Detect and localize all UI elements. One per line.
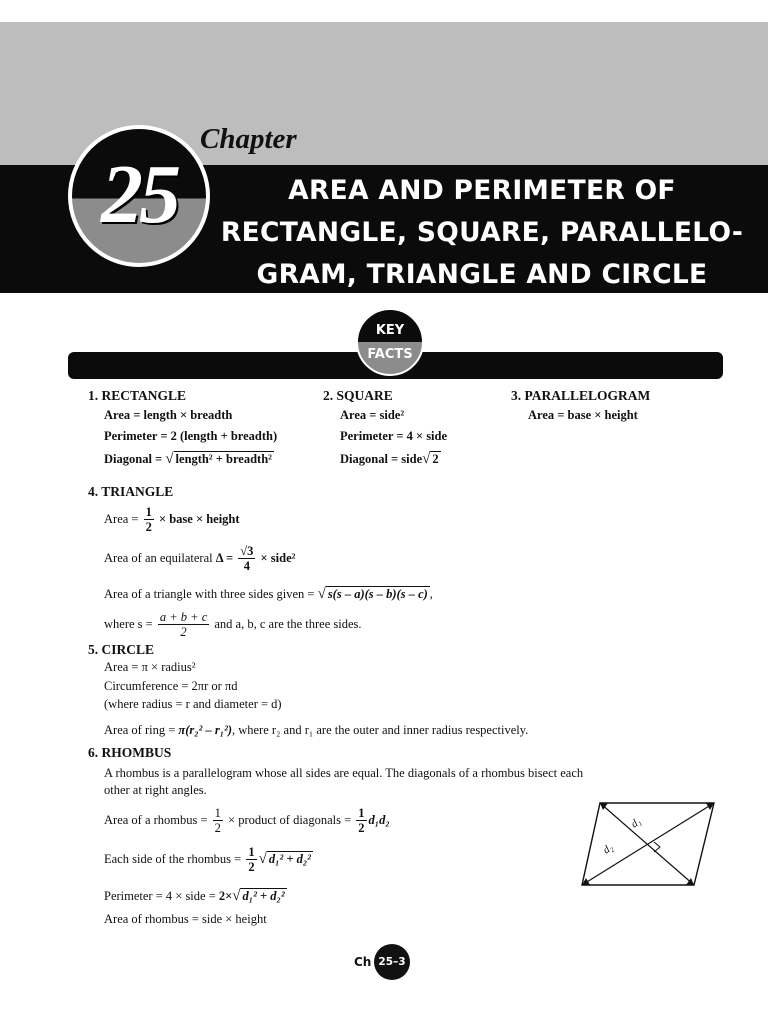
parallelogram-area: Area = base × height xyxy=(528,408,638,422)
rectangle-heading: 1. RECTANGLE xyxy=(88,388,187,403)
rhombus-area-tail: d₁d₂ xyxy=(368,812,390,827)
key-facts-line-2: FACTS xyxy=(367,347,413,362)
fraction-numerator: √3 xyxy=(240,544,254,558)
rectangle-perimeter: Perimeter = 2 (length + breadth) xyxy=(104,429,278,443)
chapter-number: 25 xyxy=(101,148,177,241)
key-facts-badge xyxy=(356,308,424,376)
rhombus-area-middle: × product of diagonals = xyxy=(228,812,352,827)
rhombus-perimeter-expression: d₁² + d₂² xyxy=(242,889,285,903)
rhombus-area xyxy=(104,806,390,836)
page-top-margin xyxy=(0,0,768,22)
square-heading: 2. SQUARE xyxy=(323,388,393,403)
equilateral-delta: Δ = xyxy=(215,550,234,565)
footer-chapter-label: Ch xyxy=(354,955,372,969)
square-diagonal-label: Diagonal = side xyxy=(340,452,423,466)
semi-perimeter-line xyxy=(104,610,362,640)
equilateral-area xyxy=(104,544,295,574)
equilateral-prefix: Area of an equilateral xyxy=(104,550,213,565)
ring-suffix: , where r₂ and r₁ are the outer and inner radius respectively. xyxy=(231,723,529,737)
rectangle-diagonal-label: Diagonal = xyxy=(104,452,163,466)
page-number-badge: 25–3 xyxy=(374,944,410,980)
heron-prefix: Area of a triangle with three sides given = xyxy=(104,587,315,601)
square-diagonal: Diagonal = side√ 2 xyxy=(340,451,439,467)
circle-heading: 5. CIRCLE xyxy=(88,642,155,657)
square-diagonal-expression: 2 xyxy=(432,452,439,466)
chapter-word: Chapter xyxy=(200,123,297,155)
fraction-denominator: 2 xyxy=(248,860,255,875)
semi-perimeter-suffix: and a, b, c are the three sides. xyxy=(214,616,362,631)
fraction-numerator: 1 xyxy=(145,505,152,519)
square-perimeter: Perimeter = 4 × side xyxy=(340,429,448,443)
heron-expression: s(s – a)(s – b)(s – c) xyxy=(327,587,428,601)
chapter-title-line-3: GRAM, TRIANGLE AND CIRCLE xyxy=(256,259,708,290)
triangle-area xyxy=(104,505,240,535)
triangle-area-prefix: Area = xyxy=(104,511,139,526)
fraction-numerator: 1 xyxy=(248,845,255,859)
rectangle-diagonal: Diagonal = √ length² + breadth² xyxy=(104,451,272,467)
rhombus-side-prefix: Each side of the rhombus = xyxy=(104,851,242,866)
square-area: Area = side² xyxy=(340,408,405,422)
diagram-label-d1: d₁ xyxy=(628,815,644,831)
rhombus-perimeter-prefix: Perimeter = 4 × side = xyxy=(104,889,216,903)
ring-prefix: Area of ring = xyxy=(104,723,176,737)
equilateral-suffix: × side² xyxy=(260,550,296,565)
rhombus-side: Each side of the rhombus = $\frac{1}{2}$ √ d₁² + d₂² xyxy=(104,845,311,875)
circle-circumference: Circumference = 2πr or πd xyxy=(104,679,238,693)
fraction-half-bold xyxy=(246,845,256,875)
chapter-title-line-1: AREA AND PERIMETER OF xyxy=(288,175,676,206)
rhombus-diagram xyxy=(578,797,718,889)
fraction-numerator: 1 xyxy=(214,806,221,820)
fraction-half-bold xyxy=(356,806,366,836)
rhombus-perimeter: Perimeter = 4 × side = 2×√ d₁² + d₂² xyxy=(104,888,285,904)
fraction-numerator: a + b + c xyxy=(159,610,208,624)
fraction-half xyxy=(144,505,154,535)
rectangle-diagonal-expression: length² + breadth² xyxy=(175,452,272,466)
fraction-root3-over-4 xyxy=(238,544,255,574)
rhombus-perimeter-multiplier: 2× xyxy=(218,889,233,903)
parallelogram-heading: 3. PARALLELOGRAM xyxy=(511,388,651,403)
fraction-denominator: 2 xyxy=(145,520,152,535)
ring-area xyxy=(104,723,528,738)
heron-formula: Area of a triangle with three sides given = √ s(s – a)(s – b)(s – c) , xyxy=(104,586,433,602)
fraction-denominator: 2 xyxy=(180,625,187,640)
key-facts-line-1: KEY xyxy=(375,323,405,338)
rhombus-height-area: Area of rhombus = side × height xyxy=(104,912,267,926)
ring-expression: π(r₂² – r₁²) xyxy=(178,723,232,737)
rhombus-description: A rhombus is a parallelogram whose all sides are equal. The diagonals of a rhombus bisect each other at right angles. xyxy=(104,766,584,797)
circle-where: (where radius = r and diameter = d) xyxy=(104,697,282,711)
chapter-number-badge xyxy=(68,125,210,267)
fraction-denominator: 2 xyxy=(214,821,221,836)
diagram-label-d2: d₂ xyxy=(600,841,616,857)
fraction-denominator: 2 xyxy=(358,821,365,836)
fraction-numerator: 1 xyxy=(358,806,365,820)
triangle-heading: 4. TRIANGLE xyxy=(88,484,174,499)
page-footer xyxy=(352,944,422,980)
rectangle-area: Area = length × breadth xyxy=(104,408,233,422)
rhombus-area-prefix: Area of a rhombus = xyxy=(104,812,208,827)
rhombus-side-expression: d₁² + d₂² xyxy=(268,851,311,866)
chapter-title-line-2: RECTANGLE, SQUARE, PARALLELO- xyxy=(220,217,744,248)
diagonal-line-2 xyxy=(582,803,714,885)
fraction-denominator: 4 xyxy=(243,559,250,574)
fraction-semi-perimeter xyxy=(158,610,209,640)
triangle-area-suffix: × base × height xyxy=(158,511,240,526)
semi-perimeter-prefix: where s = xyxy=(104,616,153,631)
fraction-half xyxy=(213,806,223,836)
rhombus-heading: 6. RHOMBUS xyxy=(88,745,172,760)
circle-area: Area = π × radius² xyxy=(104,660,196,674)
heron-suffix: , xyxy=(429,587,433,601)
chapter-title xyxy=(212,170,752,296)
